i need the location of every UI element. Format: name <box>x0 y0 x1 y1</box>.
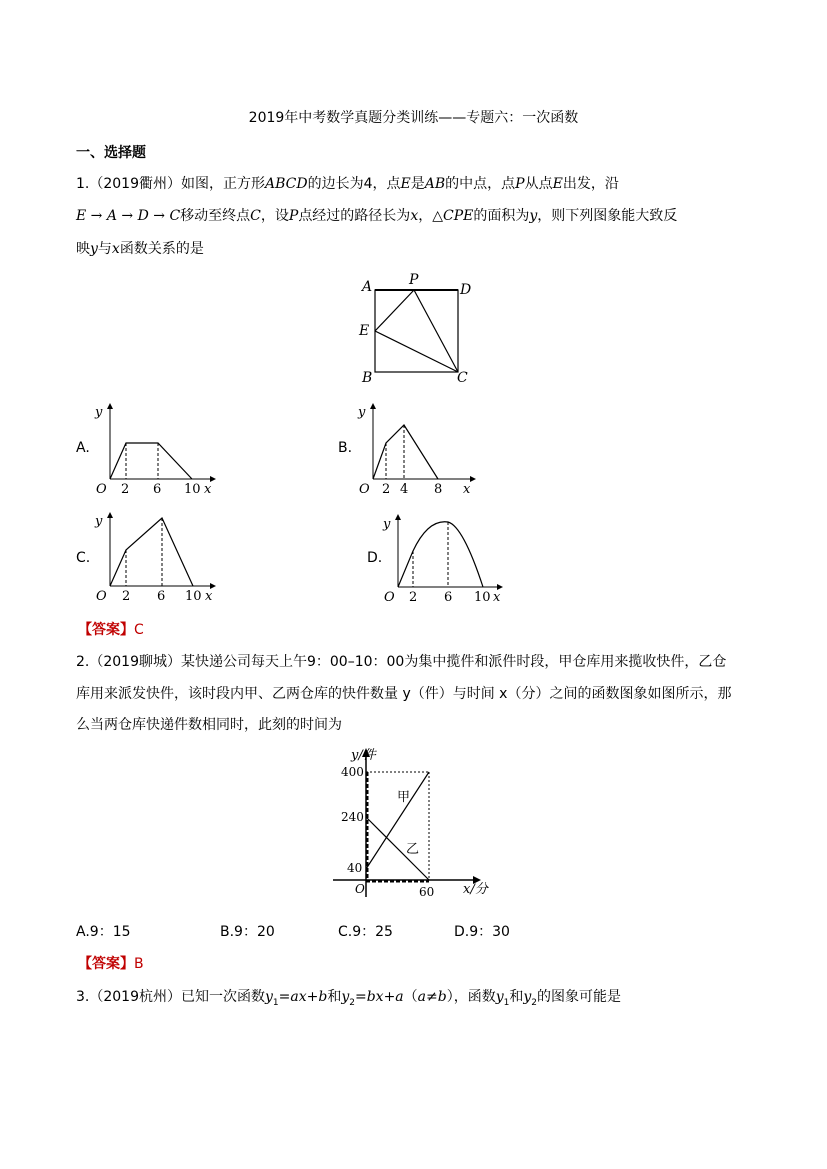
page-title: 2019年中考数学真题分类训练——专题六：一次函数 <box>248 110 579 126</box>
q2-option-b[interactable]: B.9：20 <box>220 924 275 940</box>
segment-ec <box>375 331 458 372</box>
label-p: P <box>409 272 419 288</box>
svg-text:2: 2 <box>382 482 391 497</box>
segment-pc <box>414 290 458 372</box>
svg-text:6: 6 <box>444 590 453 605</box>
svg-text:x: x <box>205 589 213 604</box>
q2-option-d[interactable]: D.9：30 <box>454 924 510 940</box>
x-axis-label: x/分 <box>463 882 488 897</box>
y-axis-label: y/件 <box>351 748 376 763</box>
q2-answer: 【答案】B <box>78 956 144 972</box>
option-c-graph <box>92 512 222 607</box>
svg-text:y: y <box>95 405 103 420</box>
section-heading: 一、选择题 <box>76 145 146 161</box>
series-yi-label: 乙 <box>406 842 420 857</box>
option-b-graph <box>355 403 485 498</box>
option-a-graph <box>92 403 222 498</box>
label-d: D <box>460 282 472 298</box>
q1-line1: 1.（2019衢州）如图，正方形ABCD的边长为4，点E是AB的中点，点P从点E出发，沿 <box>76 176 619 192</box>
svg-text:2: 2 <box>409 590 418 605</box>
svg-text:10: 10 <box>474 590 491 605</box>
q2-option-a[interactable]: A.9：15 <box>76 924 131 940</box>
q3-line1: 3.（2019杭州）已知一次函数$y_1=ax+b$和$y_2=bx+a(a\ne b)$，函数$y_1$和$y_2$的图象可能是 <box>76 989 622 1008</box>
svg-text:x: x <box>463 482 471 497</box>
x-tick-60: 60 <box>419 885 435 899</box>
q2-chart <box>333 745 493 900</box>
origin-label: O <box>355 882 365 896</box>
label-e: E <box>359 323 370 339</box>
q1-line3: 映y与x函数关系的是 <box>76 241 204 257</box>
svg-text:O: O <box>384 590 395 605</box>
svg-text:2: 2 <box>122 589 131 604</box>
svg-text:O: O <box>359 482 370 497</box>
label-c: C <box>457 370 468 386</box>
svg-text:8: 8 <box>434 482 443 497</box>
square-figure <box>350 270 490 390</box>
curve-b <box>373 425 438 479</box>
y-tick-40: 40 <box>347 861 363 875</box>
q2-line3: 么当两仓库快递件数相同时，此刻的时间为 <box>76 717 342 733</box>
curve-d <box>398 522 483 587</box>
option-a-label[interactable]: A. <box>76 440 90 456</box>
q2-line2: 库用来派发快件，该时段内甲、乙两仓库的快件数量 y（件）与时间 x（分）之间的函数图象如图所示，那 <box>76 686 732 702</box>
option-d-label[interactable]: D. <box>367 550 383 566</box>
option-c-label[interactable]: C. <box>76 550 91 566</box>
q1-line2: E → A → D → C移动至终点C，设P点经过的路径长为x，△CPE的面积为y，则下列图象能大致反 <box>76 208 678 224</box>
svg-text:6: 6 <box>157 589 166 604</box>
q1-answer: 【答案】C <box>78 622 144 638</box>
series-jia-label: 甲 <box>397 790 411 805</box>
q2-line1: 2.（2019聊城）某快递公司每天上午9：00–10：00为集中揽件和派件时段，甲仓库用来揽收快件，乙仓 <box>76 654 727 670</box>
svg-text:10: 10 <box>185 589 202 604</box>
svg-text:y: y <box>358 405 366 420</box>
option-d-graph <box>383 514 513 609</box>
svg-text:O: O <box>96 482 107 497</box>
square-abcd <box>375 290 458 372</box>
curve-a <box>110 443 192 479</box>
y-tick-400: 400 <box>341 765 364 779</box>
svg-text:4: 4 <box>400 482 409 497</box>
y-tick-240: 240 <box>341 810 364 824</box>
option-b-label[interactable]: B. <box>338 440 353 456</box>
q2-option-c[interactable]: C.9：25 <box>338 924 393 940</box>
line-yi <box>366 817 429 880</box>
label-a: A <box>362 279 373 295</box>
svg-text:y: y <box>95 514 103 529</box>
curve-c <box>110 518 193 586</box>
svg-text:2: 2 <box>121 482 130 497</box>
svg-text:y: y <box>383 517 391 532</box>
svg-text:x: x <box>493 590 501 605</box>
line-jia <box>366 772 429 869</box>
label-b: B <box>362 370 373 386</box>
segment-ep <box>375 290 414 331</box>
svg-text:O: O <box>96 589 107 604</box>
svg-text:10: 10 <box>184 482 201 497</box>
svg-text:6: 6 <box>153 482 162 497</box>
svg-text:x: x <box>204 482 212 497</box>
